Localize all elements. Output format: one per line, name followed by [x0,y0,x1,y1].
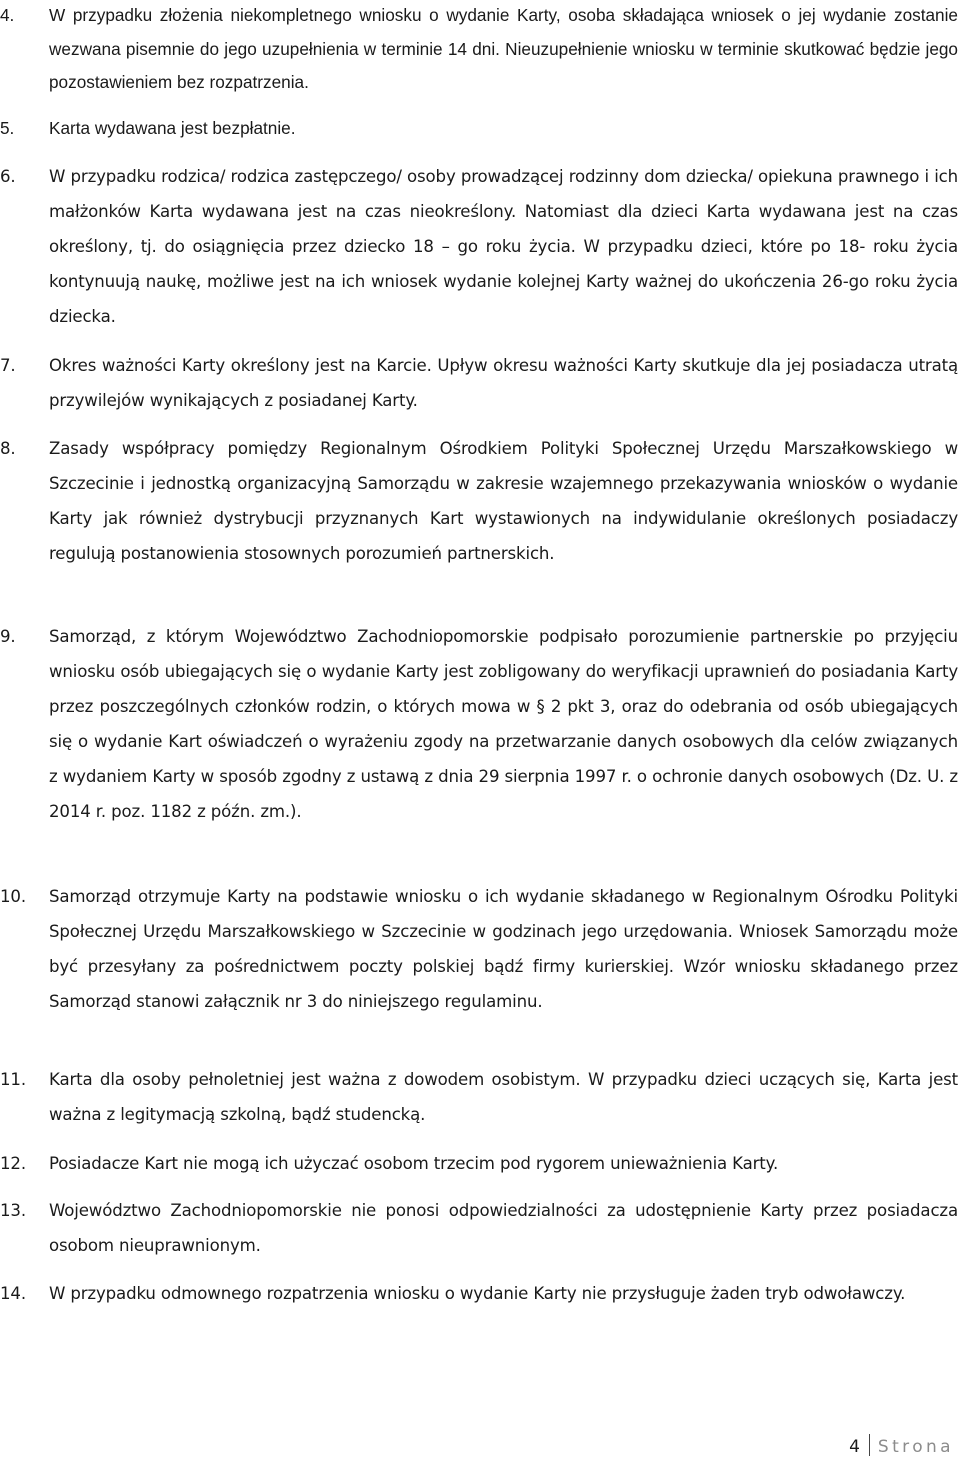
page-number: 4 [849,1437,860,1457]
item-text: Posiadacze Kart nie mogą ich użyczać osobom trzecim pod rygorem unieważnienia Karty. [49,1154,779,1173]
item-text: W przypadku złożenia niekompletnego wniosku o wydanie Karty, osoba składająca wniosek o jej wydanie zostanie wezwana pisemnie do jego uzupełnienia w terminie 14 dni. Nieuzupełnienie wniosku w terminie skutkować będzie jego pozostawieniem bez rozpatrzenia. [49,5,958,93]
item-text: Karta dla osoby pełnoletniej jest ważna z dowodem osobistym. W przypadku dzieci uczących się, Karta jest ważna z legitymacją szkolną, bądź studencką. [49,1070,958,1124]
page-footer [849,1434,954,1457]
item-number: 12. [0,1154,26,1173]
item-number: 10. [0,887,26,906]
item-text: Województwo Zachodniopomorskie nie ponosi odpowiedzialności za udostępnienie Karty przez posiadacza osobom nieuprawnionym. [49,1201,958,1255]
item-text: Zasady współpracy pomiędzy Regionalnym Ośrodkiem Polityki Społecznej Urzędu Marszałkowskiego w Szczecinie i jednostką organizacyjną Samorządu w zakresie wzajemnego przekazywania wniosków o wydanie Karty jak również dystrybucji przyznanych Kart wystawionych na indywidulanie określonych posiadaczy regulują postanowienia stosownych porozumień partnerskich. [49,439,958,563]
item-number: 6. [0,167,16,186]
item-text: W przypadku rodzica/ rodzica zastępczego/ osoby prowadzącej rodzinny dom dziecka/ opiekuna prawnego i ich małżonków Karta wydawana jest na czas nieokreślony. Natomiast dla dzieci Karta wydawana jest na czas określony, tj. do osiągnięcia przez dziecko 18 – go roku życia. W przypadku dzieci, które po 18- roku życia kontynuują naukę, możliwe jest na ich wniosek wydanie kolejnej Karty ważnej do ukończenia 26-go roku życia dziecka. [49,167,958,326]
item-number: 11. [0,1070,26,1089]
item-text: Samorząd, z którym Województwo Zachodniopomorskie podpisało porozumienie partnerskie po przyjęciu wniosku osób ubiegających się o wydanie Karty jest zobligowany do weryfikacji uprawnień do posiadania Karty przez poszczególnych członków rodzin, o których mowa w § 2 pkt 3, oraz do odebrania od osób ubiegających się o wydanie Kart oświadczeń o wyrażeniu zgody na przetwarzanie danych osobowych dla celów związanych z wydaniem Karty w sposób zgodny z ustawą z dnia 29 sierpnia 1997 r. o ochronie danych osobowych (Dz. U. z 2014 r. poz. 1182 z późn. zm.). [49,627,958,821]
item-number: 7. [0,356,16,375]
item-number: 9. [0,627,16,646]
item-text: W przypadku odmownego rozpatrzenia wniosku o wydanie Karty nie przysługuje żaden tryb odwoławczy. [49,1284,906,1303]
item-text: Karta wydawana jest bezpłatnie. [49,118,296,138]
item-text: Samorząd otrzymuje Karty na podstawie wniosku o ich wydanie składanego w Regionalnym Ośrodku Polityki Społecznej Urzędu Marszałkowskiego w Szczecinie w godzinach jego urzędowania. Wniosek Samorządu może być przesyłany za pośrednictwem poczty polskiej bądź firmy kurierskiej. Wzór wniosku składanego przez Samorząd stanowi załącznik nr 3 do niniejszego regulaminu. [49,887,958,1011]
item-text: Okres ważności Karty określony jest na Karcie. Upływ okresu ważności Karty skutkuje dla jej posiadacza utratą przywilejów wynikających z posiadanej Karty. [49,356,958,410]
page-label: Strona [877,1437,954,1457]
footer-divider [869,1434,870,1456]
item-number: 13. [0,1201,26,1220]
item-number: 4. [0,5,15,25]
item-number: 5. [0,118,15,138]
item-number: 8. [0,439,16,458]
item-number: 14. [0,1284,26,1303]
